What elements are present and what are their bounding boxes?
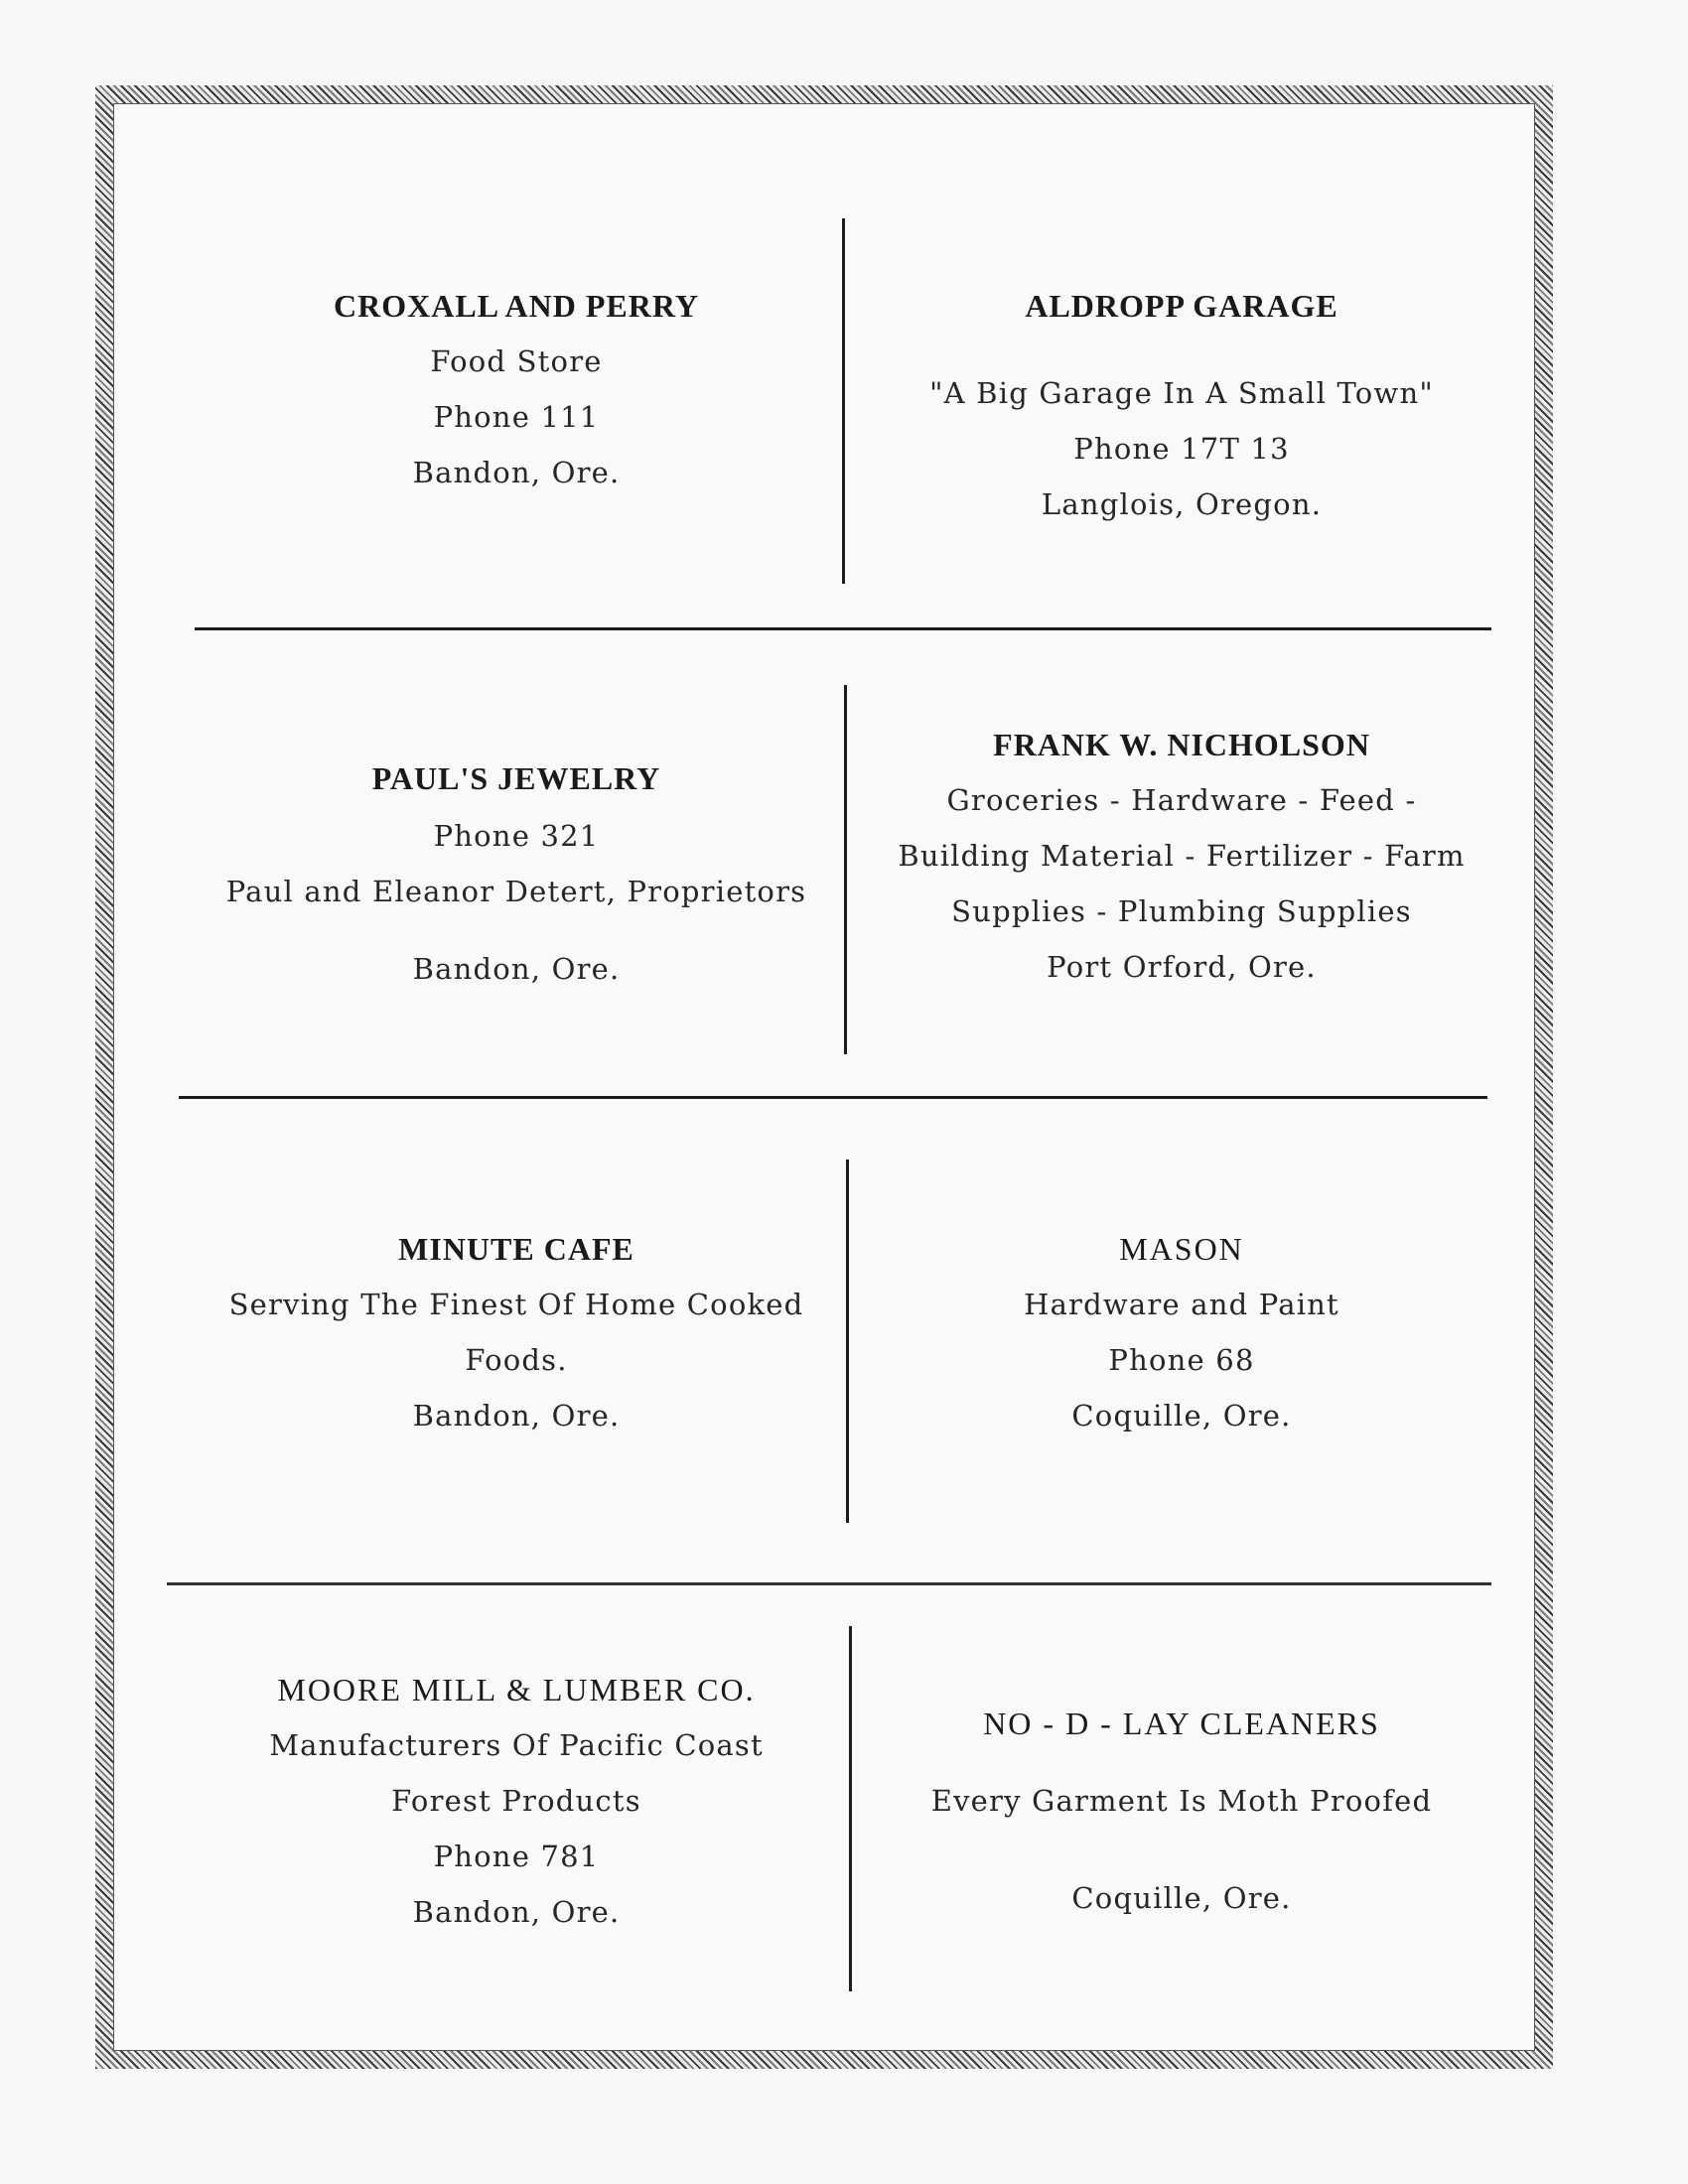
ad-line: Bandon, Ore.: [412, 952, 621, 986]
ad-line: Phone 17T 13: [1073, 432, 1290, 466]
column-divider-4: [849, 1626, 852, 1991]
divider-row-3: [167, 1582, 1491, 1585]
ad-line: Hardware and Paint: [1024, 1288, 1339, 1321]
ad-line: Phone 321: [433, 819, 600, 853]
ad-line: Phone 781: [433, 1840, 600, 1873]
ad-pauls-jewelry: [199, 760, 834, 986]
column-divider-2: [844, 685, 847, 1054]
ad-line: Coquille, Ore.: [1071, 1881, 1292, 1915]
ad-croxall-and-perry: [199, 288, 834, 489]
ad-name: MASON: [1119, 1231, 1244, 1267]
ad-line: Bandon, Ore.: [412, 456, 621, 489]
ad-name: NO - D - LAY CLEANERS: [983, 1706, 1380, 1741]
ad-name: FRANK W. NICHOLSON: [993, 727, 1370, 762]
ad-line: Groceries - Hardware - Feed -: [946, 783, 1417, 817]
ad-name: ALDROPP GARAGE: [1025, 288, 1338, 324]
ad-line: Serving The Finest Of Home Cooked: [228, 1288, 804, 1321]
ad-no-d-lay-cleaners: [864, 1706, 1499, 1915]
ad-mason: [864, 1231, 1499, 1433]
ad-line: "A Big Garage In A Small Town": [929, 376, 1434, 410]
divider-row-1: [195, 627, 1491, 630]
divider-row-2: [179, 1096, 1487, 1099]
column-divider-1: [842, 218, 845, 584]
ad-frank-w-nicholson: [864, 727, 1499, 984]
ad-line: Port Orford, Ore.: [1047, 950, 1317, 984]
ad-line: Phone 68: [1108, 1343, 1255, 1377]
ad-moore-mill-lumber: [199, 1672, 834, 1929]
ad-line: Foods.: [465, 1343, 568, 1377]
ad-line: Food Store: [430, 344, 603, 378]
ad-line: Forest Products: [391, 1784, 641, 1818]
ad-line: Bandon, Ore.: [412, 1895, 621, 1929]
ad-line: Building Material - Fertilizer - Farm: [898, 839, 1466, 873]
ad-aldropp-garage: [864, 288, 1499, 521]
ad-line: Paul and Eleanor Detert, Proprietors: [225, 875, 807, 908]
ad-line: Coquille, Ore.: [1071, 1399, 1292, 1433]
ad-name: CROXALL AND PERRY: [334, 288, 699, 324]
ad-line: Supplies - Plumbing Supplies: [951, 894, 1412, 928]
column-divider-3: [846, 1160, 849, 1523]
ad-name: MINUTE CAFE: [398, 1231, 634, 1267]
ad-minute-cafe: [199, 1231, 834, 1433]
ad-line: Every Garment Is Moth Proofed: [930, 1784, 1433, 1818]
ad-line: Phone 111: [433, 400, 600, 434]
ad-name: PAUL'S JEWELRY: [371, 760, 661, 796]
ad-name: MOORE MILL & LUMBER CO.: [277, 1672, 756, 1707]
ad-line: Langlois, Oregon.: [1041, 487, 1323, 521]
ad-line: Bandon, Ore.: [412, 1399, 621, 1433]
ad-line: Manufacturers Of Pacific Coast: [269, 1728, 764, 1762]
